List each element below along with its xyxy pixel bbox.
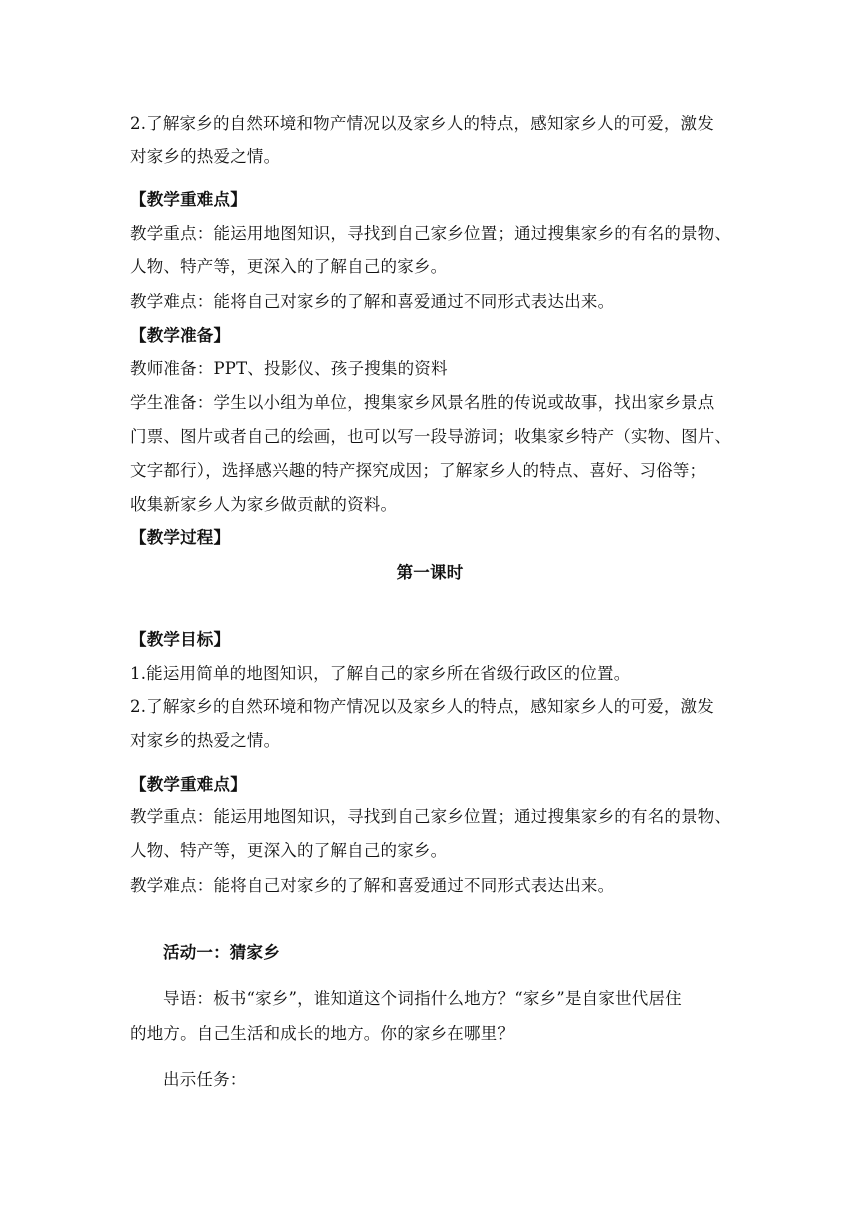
paragraph-line: 教学难点：能将自己对家乡的了解和喜爱通过不同形式表达出来。 [130, 292, 615, 311]
section-heading: 【教学过程】 [130, 528, 231, 547]
paragraph-line: 教学重点：能运用地图知识，寻找到自己家乡位置；通过搜集家乡的有名的景物、 [130, 807, 732, 826]
paragraph-line: 文字都行），选择感兴趣的特产探究成因；了解家乡人的特点、喜好、习俗等； [130, 461, 707, 480]
paragraph-line: 门票、图片或者自己的绘画，也可以写一段导游词；收集家乡特产（实物、图片、 [130, 427, 732, 446]
paragraph-line: 对家乡的热爱之情。 [130, 731, 281, 750]
section-heading: 【教学重难点】 [130, 775, 247, 794]
lesson-title: 第一课时 [396, 563, 464, 582]
paragraph-line: 2.了解家乡的自然环境和物产情况以及家乡人的特点，感知家乡人的可爱，激发 [130, 697, 714, 716]
paragraph-line: 导语：板书“家乡”，谁知道这个词指什么地方？“家乡”是自家世代居住 [163, 989, 682, 1008]
paragraph-line: 出示任务： [163, 1070, 247, 1089]
section-heading: 【教学目标】 [130, 630, 231, 649]
paragraph-line: 教师准备：PPT、投影仪、孩子搜集的资料 [130, 359, 448, 378]
activity-heading: 活动一：猜家乡 [163, 943, 280, 962]
paragraph-line: 的地方。自己生活和成长的地方。你的家乡在哪里？ [130, 1024, 515, 1043]
paragraph-line: 对家乡的热爱之情。 [130, 147, 281, 166]
paragraph-line: 人物、特产等，更深入的了解自己的家乡。 [130, 841, 448, 860]
paragraph-line: 收集新家乡人为家乡做贡献的资料。 [130, 495, 398, 514]
paragraph-line: 人物、特产等，更深入的了解自己的家乡。 [130, 257, 448, 276]
paragraph-line: 2.了解家乡的自然环境和物产情况以及家乡人的特点，感知家乡人的可爱，激发 [130, 114, 714, 133]
section-heading: 【教学重难点】 [130, 190, 247, 209]
paragraph-line: 学生准备：学生以小组为单位，搜集家乡风景名胜的传说或故事，找出家乡景点 [130, 393, 715, 412]
paragraph-line: 教学重点：能运用地图知识，寻找到自己家乡位置；通过搜集家乡的有名的景物、 [130, 224, 732, 243]
section-heading: 【教学准备】 [130, 326, 231, 345]
paragraph-line: 1.能运用简单的地图知识，了解自己的家乡所在省级行政区的位置。 [130, 664, 631, 683]
paragraph-line: 教学难点：能将自己对家乡的了解和喜爱通过不同形式表达出来。 [130, 876, 615, 895]
